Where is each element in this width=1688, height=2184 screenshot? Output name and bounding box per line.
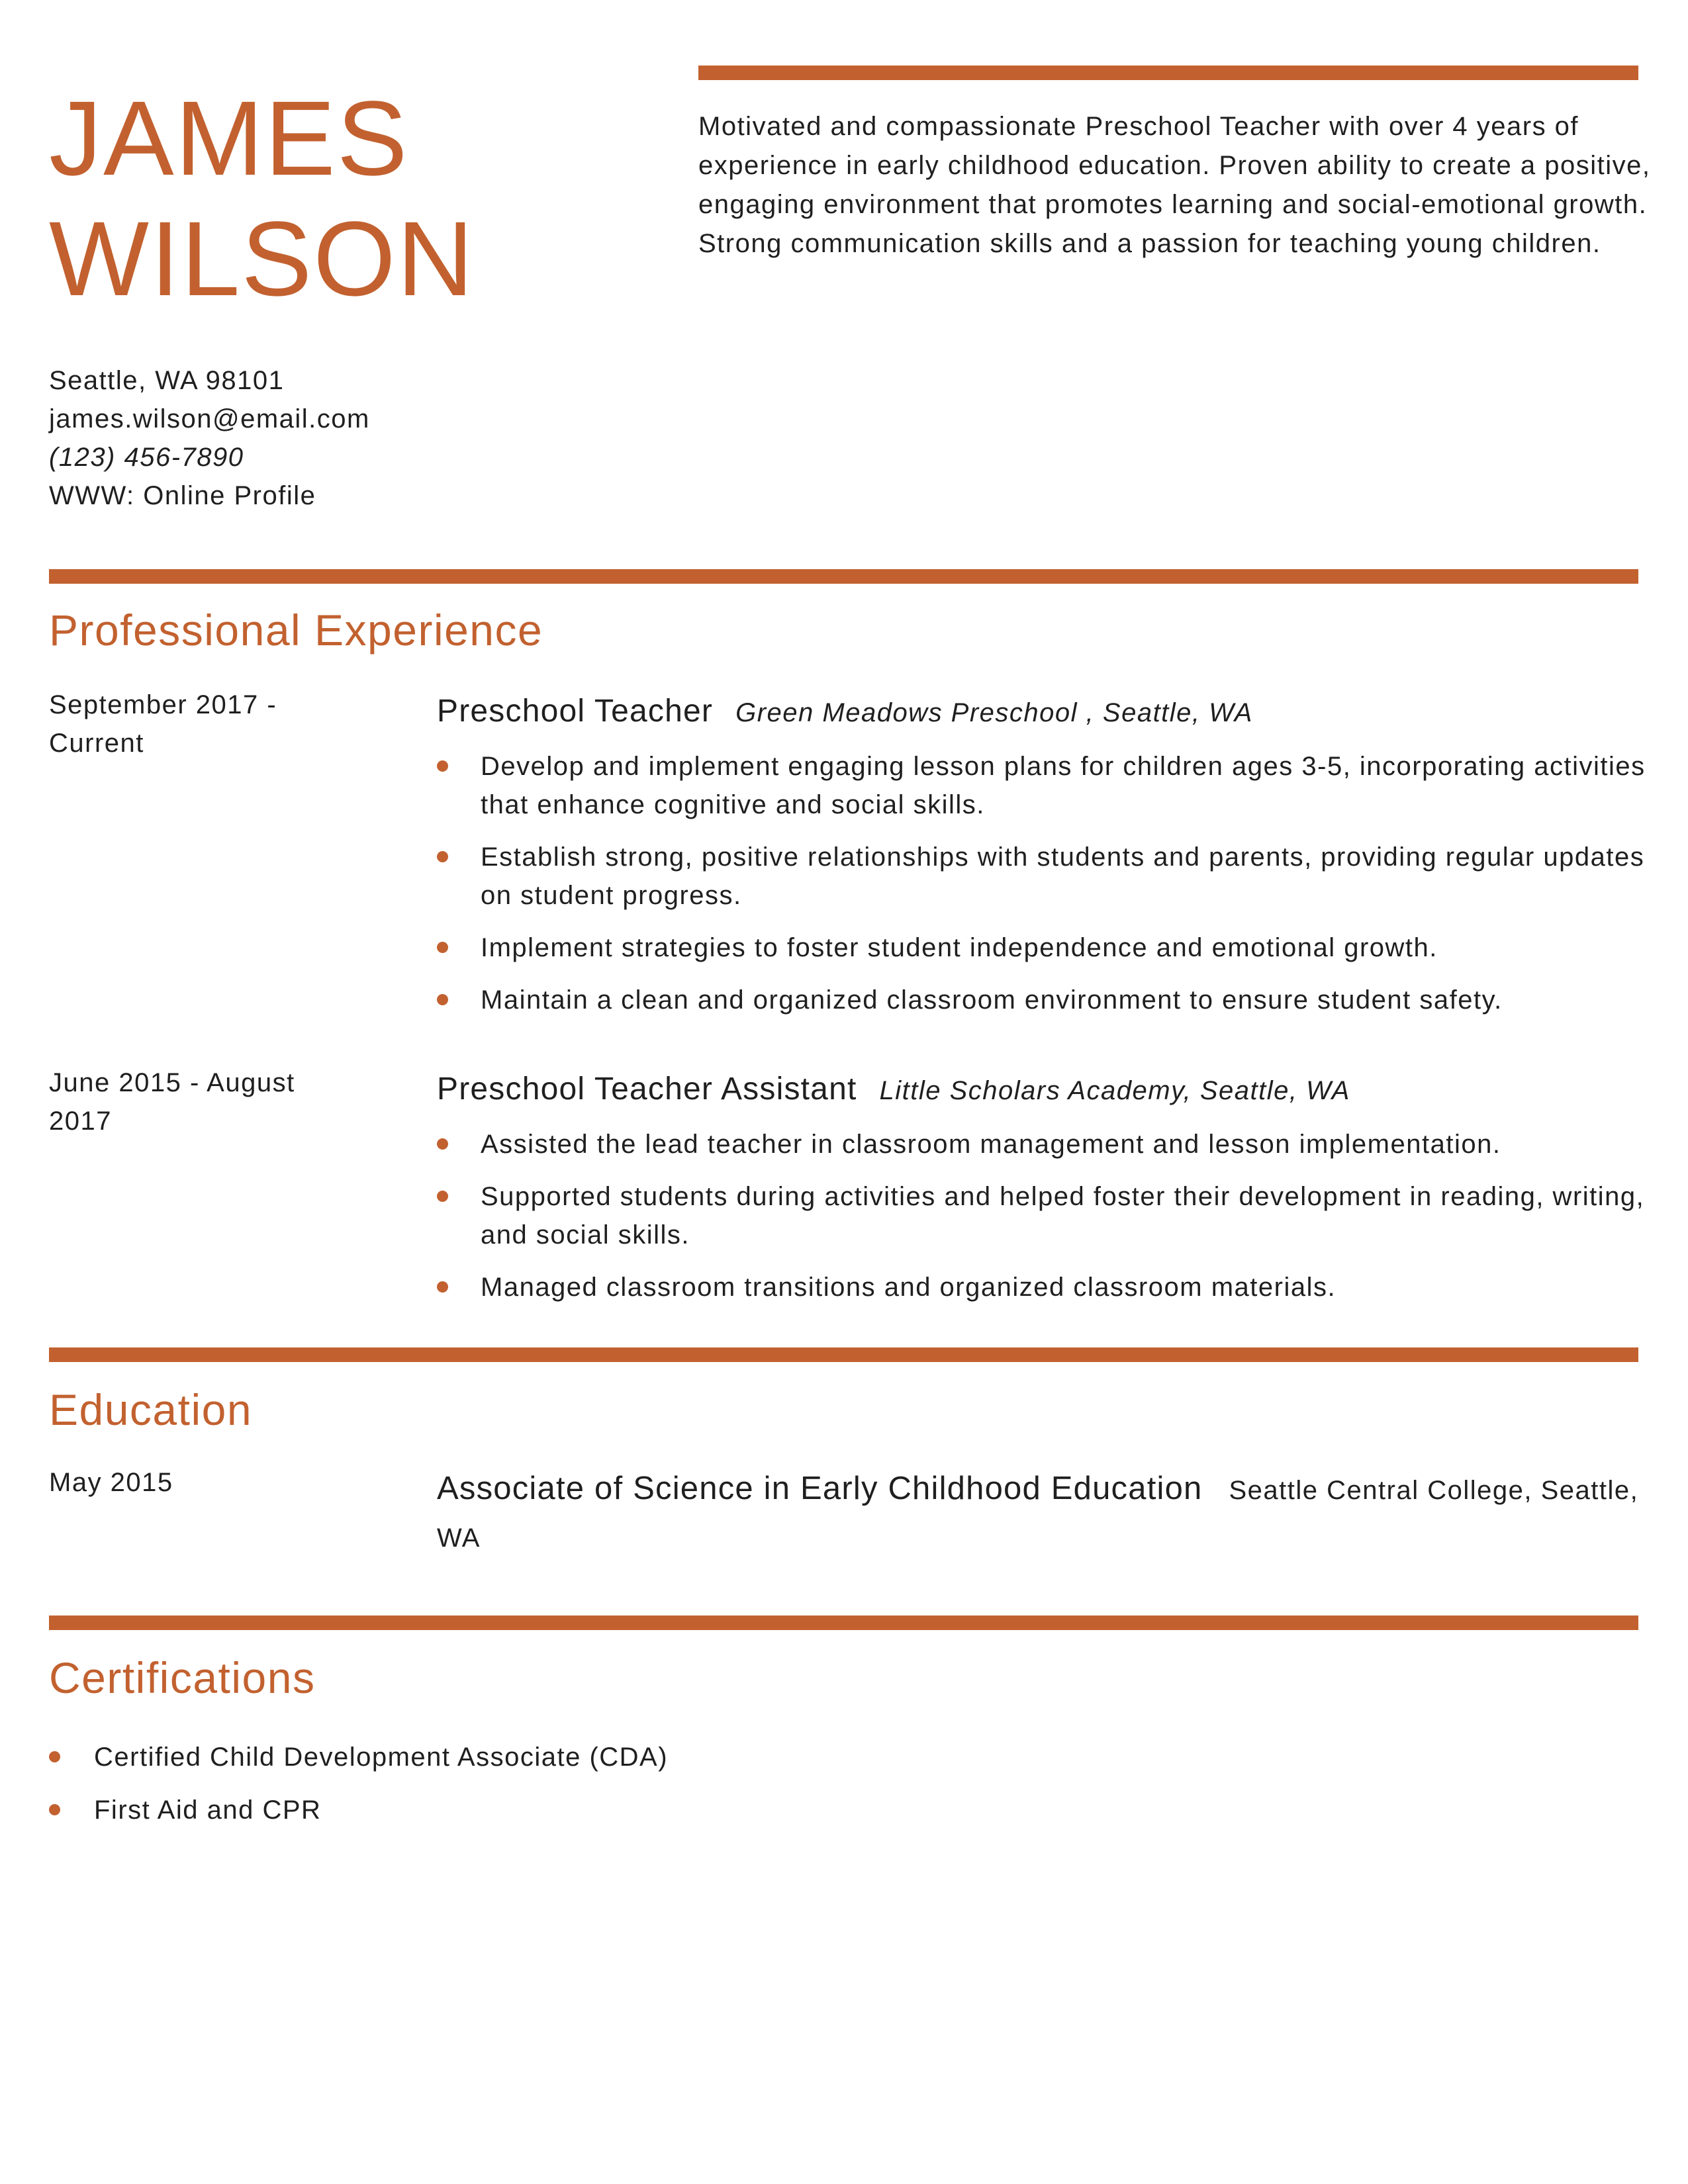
last-name: WILSON [49,199,475,318]
job-dates-start: June 2015 - August [49,1068,295,1097]
bullet-text: Supported students during activities and helped foster their development in reading, writing, and social skills. [481,1182,1645,1250]
list-item [437,838,1648,915]
bullet-dot-icon [437,994,448,1005]
job-role: Preschool Teacher Assistant [437,1071,857,1107]
job-company: Green Meadows Preschool , Seattle, WA [735,698,1253,727]
job-dates-start: September 2017 - [49,690,277,719]
job-dates [49,1064,393,1140]
experience-rule [49,569,1638,584]
job-entry [437,1069,1648,1306]
experience-section-title: Professional Experience [49,606,543,655]
list-item [437,1125,1648,1163]
bullet-text: Assisted the lead teacher in classroom management and lesson implementation. [481,1130,1501,1159]
education-entry [437,1465,1648,1562]
first-name: JAMES [49,79,409,197]
bullet-text: Develop and implement engaging lesson plans for children ages 3-5, incorporating activities that enhance cognitive and social skills. [481,752,1646,819]
certification-text: Certified Child Development Associate (CDA) [94,1743,669,1772]
education-section-title: Education [49,1385,253,1434]
bullet-dot-icon [49,1751,60,1762]
education-rule [49,1347,1638,1362]
education-degree: Associate of Science in Early Childhood Education [437,1471,1203,1506]
certifications-rule [49,1615,1638,1630]
bullet-text: Establish strong, positive relationships with students and parents, providing regular updates on student progress. [481,842,1645,910]
job-dates-end: 2017 [49,1107,112,1136]
contact-email[interactable]: james.wilson@email.com [49,404,370,433]
job-heading [437,691,1648,733]
bullet-dot-icon [437,1281,448,1293]
job-role: Preschool Teacher [437,694,714,729]
job-bullets [437,1125,1648,1306]
bullet-text: Managed classroom transitions and organized classroom materials. [481,1273,1336,1302]
education-date: May 2015 [49,1468,173,1497]
bullet-dot-icon [437,1191,448,1202]
contact-location: Seattle, WA 98101 [49,366,285,395]
certifications-list [49,1738,1638,1829]
certification-text: First Aid and CPR [94,1796,322,1825]
list-item [437,1268,1648,1306]
job-dates-end: Current [49,729,144,758]
job-heading [437,1069,1648,1111]
list-item [437,981,1648,1019]
job-entry [437,691,1648,1019]
list-item [49,1738,1638,1776]
bullet-dot-icon [437,1138,448,1150]
job-dates [49,686,393,762]
list-item [49,1791,1638,1829]
education-school: Seattle Central College, Seattle, WA [437,1476,1639,1553]
job-company: Little Scholars Academy, Seattle, WA [879,1076,1350,1105]
contact-website[interactable]: WWW: Online Profile [49,481,316,510]
list-item [437,1177,1648,1254]
bullet-dot-icon [49,1804,60,1815]
bullet-dot-icon [437,942,448,953]
bullet-dot-icon [437,851,448,862]
contact-block [49,361,370,515]
profile-summary: Motivated and compassionate Preschool Teacher with over 4 years of experience in early childhood education. Proven ability to create a positive, engaging environment that promotes learning and social-emotional growth. Strong communication skills and a passion for teaching young children. [698,112,1651,258]
bullet-text: Maintain a clean and organized classroom environment to ensure student safety. [481,985,1503,1015]
bullet-text: Implement strategies to foster student independence and emotional growth. [481,933,1438,962]
list-item [437,929,1648,967]
contact-phone[interactable]: (123) 456-7890 [49,443,244,472]
bullet-dot-icon [437,760,448,772]
candidate-name [49,78,475,319]
job-bullets [437,747,1648,1019]
summary-top-rule [698,66,1638,80]
certifications-block [49,1723,1638,1829]
list-item [437,747,1648,824]
certifications-section-title: Certifications [49,1653,316,1702]
